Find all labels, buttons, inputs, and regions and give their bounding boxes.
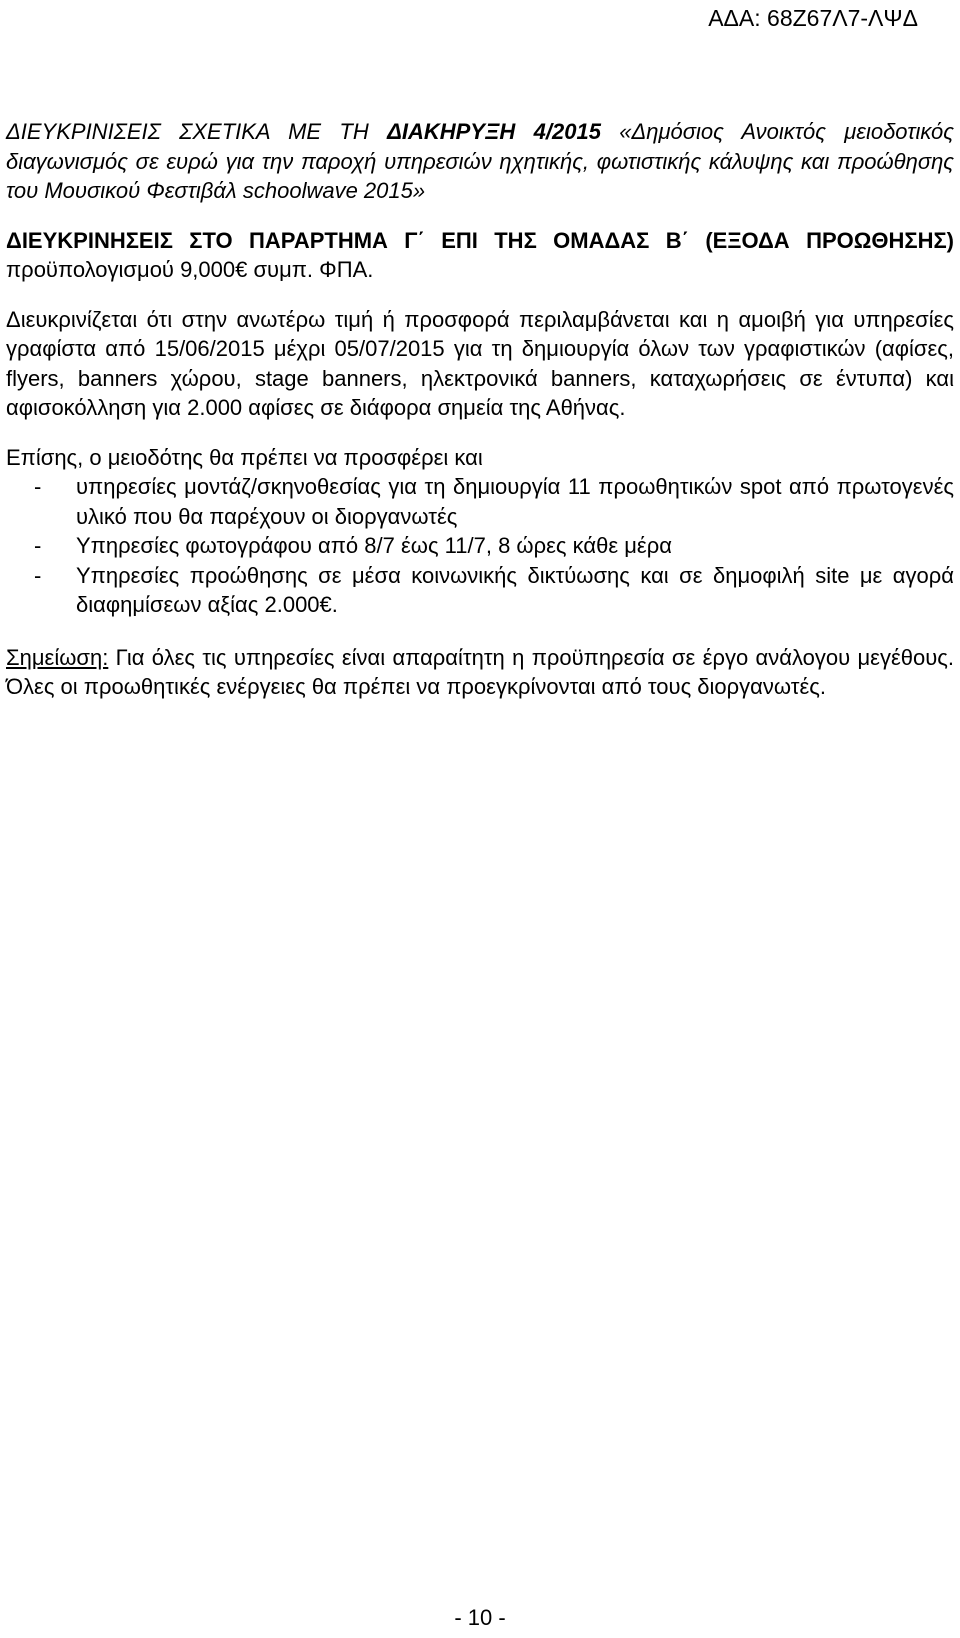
clarification-paragraph: Διευκρινίζεται ότι στην ανωτέρω τιμή ή προσφορά περιλαμβάνεται και η αμοιβή για υπηρεσίες γραφίστα από 15/06/2015 μέχρι 05/07/2015 για τη δημιουργία όλων των γραφιστικών (αφίσες, flyers, banners χώρου, stage banners, ηλεκτρονικά banners, καταχωρήσεις σε έντυπα) και αφισοκόλληση για 2.000 αφίσες σε διάφορα σημεία της Αθήνας. — [6, 306, 954, 420]
note-text: Για όλες τις υπηρεσίες είναι απαραίτητη η προϋπηρεσία σε έργο ανάλογου μεγέθους. Όλες οι προωθητικές ενέργειες θα πρέπει να προεγκρίνονται από τους διοργανωτές. — [6, 644, 954, 699]
list-dash: - — [34, 533, 42, 558]
services-item-text: υπηρεσίες μοντάζ/σκηνοθεσίας για τη δημιουργία 11 προωθητικών spot από πρωτογενές υλικό που θα παρέχουν οι διοργανωτές — [76, 474, 954, 529]
annex-subheading — [6, 226, 954, 285]
services-list-item — [6, 531, 954, 561]
heading-notice-number: ΔΙΑΚΗΡΥΞΗ 4/2015 — [387, 119, 601, 144]
list-dash: - — [34, 474, 42, 499]
services-intro: Επίσης, ο μειοδότης θα πρέπει να προσφέρει και — [6, 444, 483, 470]
heading-prefix: ΔΙΕΥΚΡΙΝΙΣΕΙΣ ΣΧΕΤΙΚΑ ΜΕ ΤΗ — [6, 119, 388, 144]
note-paragraph — [6, 643, 954, 702]
document-body — [6, 117, 954, 702]
annex-subheading-budget: προϋπολογισμού 9,000€ συμπ. ΦΠΑ. — [6, 257, 374, 282]
list-dash: - — [34, 562, 42, 588]
services-list-item — [6, 472, 954, 531]
annex-subheading-bold: ΔΙΕΥΚΡΙΝΗΣΕΙΣ ΣΤΟ ΠΑΡΑΡΤΗΜΑ Γ΄ ΕΠΙ ΤΗΣ ΟΜΑΔΑΣ Β΄ (ΕΞΟΔΑ ΠΡΟΩΘΗΣΗΣ) — [6, 227, 954, 253]
note-label: Σημείωση: — [6, 644, 109, 670]
services-list-item — [6, 561, 954, 620]
services-item-text: Υπηρεσίες φωτογράφου από 8/7 έως 11/7, 8 ώρες κάθε μέρα — [76, 533, 672, 558]
document-heading — [6, 117, 954, 206]
ada-code: ΑΔΑ: 68Ζ67Λ7-ΛΨΔ — [708, 5, 918, 31]
heading-rest: «Δημόσιος Ανοικτός μειοδοτικός διαγωνισμός σε ευρώ για την παροχή υπηρεσιών ηχητικής, φωτιστικής κάλυψης και προώθησης του Μουσικού Φεστιβάλ schoolwave 2015» — [6, 119, 954, 203]
services-list — [6, 472, 954, 620]
page-number: - 10 - — [454, 1605, 506, 1630]
services-item-text: Υπηρεσίες προώθησης σε μέσα κοινωνικής δικτύωσης και σε δημοφιλή site με αγορά διαφημίσεων αξίας 2.000€. — [76, 562, 954, 617]
